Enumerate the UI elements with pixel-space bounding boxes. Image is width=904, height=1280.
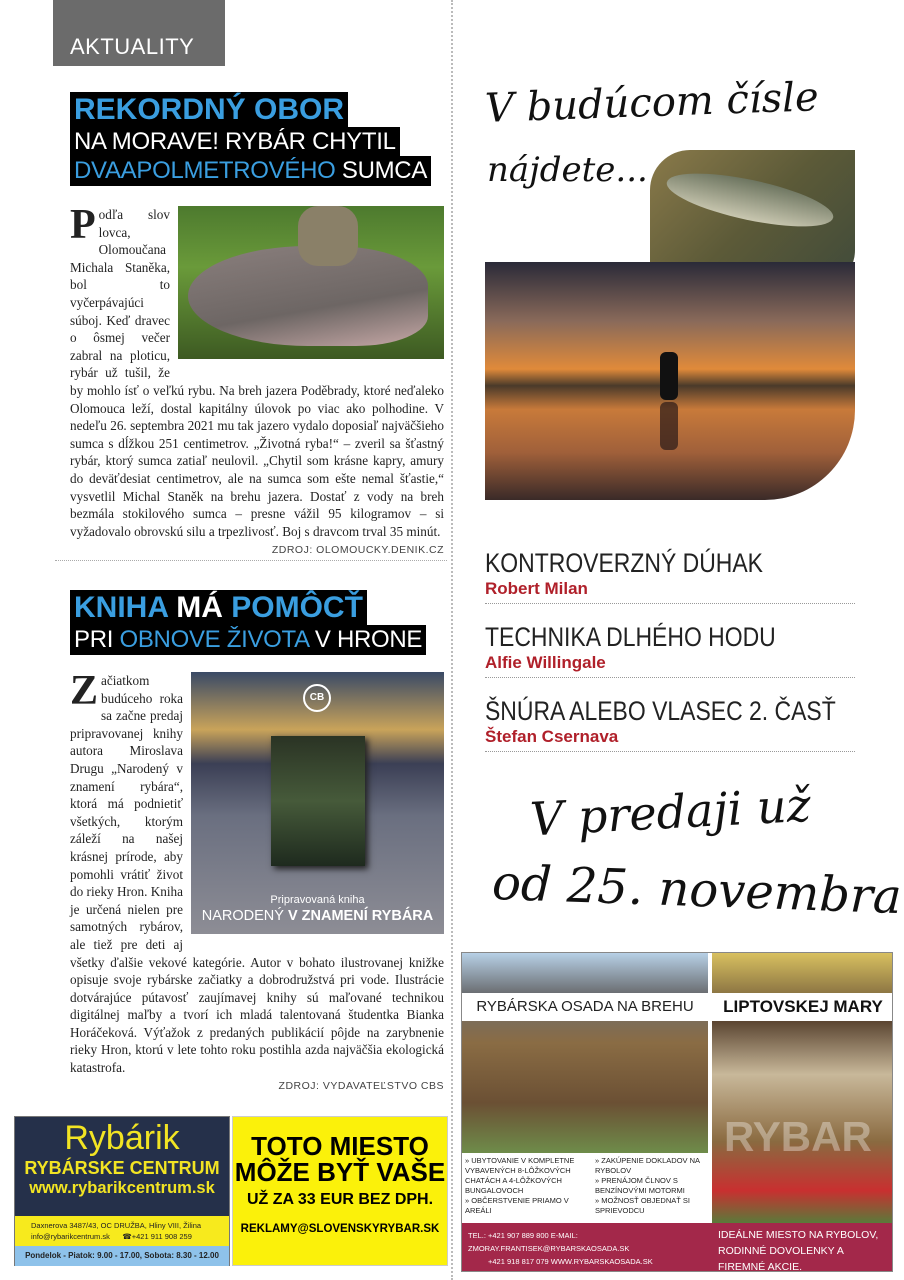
ad-rybarska-osada[interactable]: RYBAR RYBÁRSKA OSADA NA BREHU LIPTOVSKEJ MARY » UBYTOVANIE V KOMPLETNE VYBAVENÝCH 8-LÔŽKOVÝCH CHATÁCH A 4-LÔŽKOVÝCH BUNGALOVOCH » OBČERSTVENIE PRIAMO V AREÁLI » ZAKÚPENIE DOKLADOV NA RYBOLOV » PRENÁJOM ČLNOV S BENZÍNOVÝMI MOTORMI » MOŽNOSŤ OBJEDNAŤ SI SPRIEVODCU TEL.: +421 907 889 800 E-MAIL: ZMORAY.FRANTISEK@RYBARSKAOSADA.SK +421 918 817 079 WWW.RYBARSKAOSADA.SK IDEÁLNE MIESTO NA RYBOLOV, RODINNÉ DOVOLENKY A FIREMNÉ AKCIE.	[461, 952, 893, 1272]
on-sale-text: V predaji už	[528, 777, 813, 847]
book-cover	[271, 736, 365, 866]
article-1-headline: REKORDNÝ OBOR NA MORAVE! RYBÁR CHYTIL DVAAPOLMETROVÉHO SUMCA	[70, 92, 450, 185]
article-2-source: ZDROJ: VYDAVATEĽSTVO CBS	[278, 1079, 444, 1092]
next-issue-heading: V budúcom čísle	[484, 74, 820, 132]
watermark: RYBAR	[724, 1113, 872, 1160]
section-tab: AKTUALITY	[53, 0, 225, 66]
article-1-body: Podľa slov lovca, Olomoučana Michala Staněka, bol to vyčerpávajúci súboj. Keď dravec o ôsmej večer zabral na ploticu, rybár už tušil, že by mohlo ísť o veľkú rybu. Na breh jazera Poděbrady, ktoré neďaleko Olomouca leží, dostal kapitálny úlovok po viac ako polhodine. V nedeľu 26. septembra 2021 mu tak jazero vydalo doposiaľ najväčšieho sumca s dĺžkou 251 centimetrov. „Životná ryba!“ – zveril sa šťastný rybár, ktorý sumca zatiaľ neulovil. „Chytil som krásne kapry, amury do deväťdesiat centimetrov, ale na sumca som ešte nemal šťastie,“ vysvetlil Michal Staněk na brehu jazera. Dostať z vody na breh bezmála stokilového sumca – presne vážil 95 kilogramov – si vyžadovalo obrovskú silu a trpezlivosť. Boj s dravcom trval 35 minút. ZDROJ: OLOMOUCKY.DENIK.CZ	[70, 202, 444, 557]
catfish-photo	[178, 206, 444, 359]
column-divider	[451, 0, 453, 1280]
article-1	[70, 92, 450, 185]
next-issue-item: TECHNIKA DLHÉHO HODU Alfie Willingale	[485, 622, 855, 678]
ad-rybarik[interactable]: Rybárik RYBÁRSKE CENTRUM www.rybarikcentrum.sk Daxnerova 3487/43, OC DRUŽBA, Hliny VIII, Žilina info@rybarikcentrum.sk ☎+421 911 908 259 Pondelok - Piatok: 9.00 - 17.00, Sobota: 8.30 - 12.00	[14, 1116, 230, 1266]
cbs-logo: CB	[303, 684, 331, 712]
book-promo-image: CB Pripravovaná kniha NARODENÝ V ZNAMENÍ RYBÁRA	[191, 672, 444, 934]
next-issue-item: KONTROVERZNÝ DÚHAK Robert Milan	[485, 548, 855, 604]
ad-osada-features: » UBYTOVANIE V KOMPLETNE VYBAVENÝCH 8-LÔŽKOVÝCH CHATÁCH A 4-LÔŽKOVÝCH BUNGALOVOCH » OBČERSTVENIE PRIAMO V AREÁLI » ZAKÚPENIE DOKLADOV NA RYBOLOV » PRENÁJOM ČLNOV S BENZÍNOVÝMI MOTORMI » MOŽNOSŤ OBJEDNAŤ SI SPRIEVODCU	[462, 1153, 708, 1223]
article-2-headline: KNIHA MÁ POMÔCŤ PRI OBNOVE ŽIVOTA V HRONE	[70, 590, 450, 654]
next-issue-item: ŠNÚRA ALEBO VLASEC 2. ČASŤ Štefan Csernava	[485, 696, 855, 752]
article-2-body: CB Pripravovaná kniha NARODENÝ V ZNAMENÍ RYBÁRA Začiatkom budúceho roka sa začne predaj pripravovanej knihy autora Miroslava Drugu „Narodený v znamení rybára“, ktorá má podnietiť všetkých, ktorým záleží na našej krásnej prírode, aby pomohli vrátiť život do rieky Hron. Kniha je určená nielen pre samotných rybárov, ale tiež pre deti aj všetky ďalšie vekové kategórie. Autor v bohato ilustrovanej knižke opisuje svoje rybárske začiatky a dobrodružstvá pri vode. Ilustrácie dotvárajúce pútavosť zaujímavej knihy sú maľované technikou digitálnej maľby a tvorí ich mladá talentovaná študentka Bianka Horáčeková. Výťažok z predaných publikácií pôjde na zarybnenie rieky Hron, ktorú v lete tohto roku postihla azda najväčšia ekologická katastrofa. ZDROJ: VYDAVATEĽSTVO CBS	[70, 668, 444, 1092]
next-issue-list	[485, 548, 855, 760]
article-1-source: ZDROJ: OLOMOUCKY.DENIK.CZ	[271, 544, 444, 557]
sunset-fishing-photo	[485, 262, 855, 500]
ad-space-available[interactable]: TOTO MIESTO MÔŽE BYŤ VAŠE UŽ ZA 33 EUR BEZ DPH. REKLAMY@SLOVENSKYRYBAR.SK	[232, 1116, 448, 1266]
